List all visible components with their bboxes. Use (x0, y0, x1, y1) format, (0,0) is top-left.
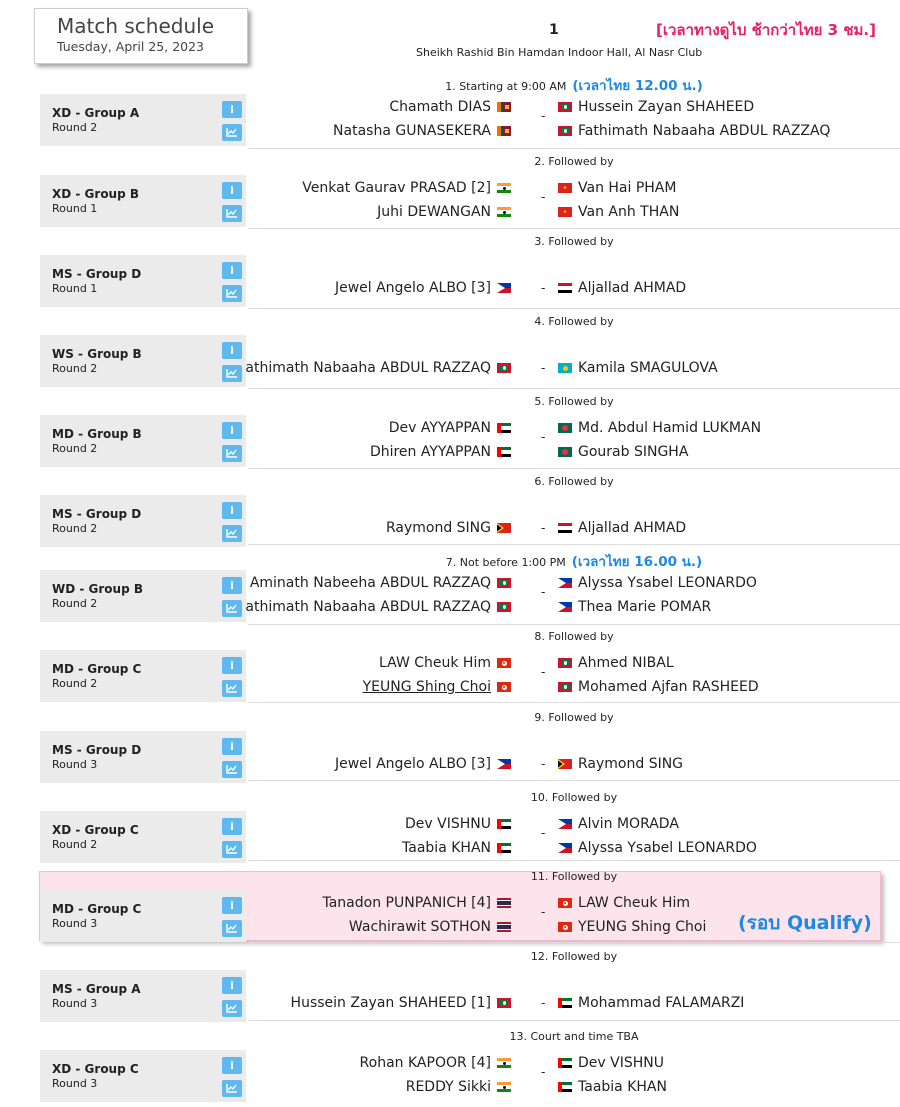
home-player (349, 919, 511, 935)
info-button[interactable] (222, 502, 242, 519)
country-flag-icon (497, 759, 511, 769)
chart-icon (226, 1003, 238, 1013)
player-name-link[interactable]: Mohamed Ajfan RASHEED (578, 679, 759, 695)
round-name: Round 1 (52, 282, 98, 295)
event-name: WS - Group B (52, 347, 142, 361)
player-name-link[interactable]: Gourab SINGHA (578, 444, 689, 460)
country-flag-icon (558, 922, 572, 932)
info-button[interactable] (222, 101, 242, 118)
home-player (250, 575, 511, 591)
country-flag-icon (497, 183, 511, 193)
thai-time-note: (เวลาไทย 12.00 น.) (572, 78, 703, 94)
country-flag-icon (558, 759, 572, 769)
versus-dash: - (541, 430, 546, 444)
event-card (40, 1050, 246, 1102)
event-card (40, 731, 246, 783)
schedule-date: Tuesday, April 25, 2023 (57, 39, 205, 54)
away-player (558, 204, 679, 220)
event-name: MD - Group B (52, 427, 142, 441)
country-flag-icon (558, 898, 572, 908)
country-flag-icon (497, 126, 511, 136)
away-player (558, 180, 676, 196)
country-flag-icon (558, 523, 572, 533)
home-player (379, 655, 511, 671)
player-name-link[interactable]: Dev AYYAPPAN (388, 420, 491, 436)
away-player (558, 1055, 664, 1071)
country-flag-icon (497, 658, 511, 668)
away-player (558, 123, 830, 139)
stats-button[interactable] (222, 920, 242, 937)
info-button[interactable] (222, 657, 242, 674)
versus-dash: - (541, 826, 546, 840)
match-divider (248, 388, 900, 389)
player-name-link[interactable]: LAW Cheuk Him (578, 895, 690, 911)
match-status-text: 3. Followed by (534, 235, 614, 248)
match-status (248, 791, 900, 804)
country-flag-icon (497, 1058, 511, 1068)
match-status-text: 6. Followed by (534, 475, 614, 488)
player-name-link[interactable]: Raymond SING (385, 520, 491, 536)
country-flag-icon (558, 283, 572, 293)
versus-dash: - (541, 361, 546, 375)
info-icon: i (230, 344, 234, 357)
event-card (40, 415, 246, 467)
info-icon: i (230, 504, 234, 517)
match-status-text: 7. Not before 1:00 PM (445, 556, 566, 569)
chart-icon (226, 288, 238, 298)
match-divider (248, 148, 900, 149)
stats-button[interactable] (222, 525, 242, 542)
away-player (558, 895, 690, 911)
player-name-link[interactable]: Raymond SING (578, 756, 684, 772)
versus-dash: - (541, 281, 546, 295)
away-player (558, 99, 754, 115)
stats-button[interactable] (222, 285, 242, 302)
round-name: Round 2 (52, 121, 98, 134)
away-player (558, 599, 711, 615)
player-name-link[interactable]: Ahmed NIBAL (578, 655, 674, 671)
event-name: MS - Group D (52, 743, 142, 757)
match-divider (248, 468, 900, 469)
stats-button[interactable] (222, 761, 242, 778)
court-number: 1 (549, 22, 559, 38)
match-divider (248, 228, 900, 229)
match-status-text: 4. Followed by (534, 315, 614, 328)
match-status (248, 711, 900, 724)
country-flag-icon (558, 102, 572, 112)
thai-time-note: (เวลาไทย 16.00 น.) (571, 554, 703, 570)
home-player (386, 520, 511, 536)
home-player (245, 360, 511, 376)
event-card (40, 650, 246, 702)
event-name: MS - Group A (52, 982, 141, 996)
event-card (40, 570, 246, 622)
player-name-link[interactable]: Alyssa Ysabel LEONARDO (578, 575, 757, 591)
away-player (558, 444, 688, 460)
country-flag-icon (497, 578, 511, 588)
event-card (40, 970, 246, 1022)
event-card (40, 175, 246, 227)
chart-icon (226, 448, 238, 458)
event-card (40, 94, 246, 146)
match-status-text: 1. Starting at 9:00 AM (445, 80, 567, 93)
match-schedule-header (34, 8, 248, 64)
player-name-link[interactable]: Aljallad AHMAD (578, 280, 687, 296)
stats-button[interactable] (222, 124, 242, 141)
versus-dash: - (541, 109, 546, 123)
match-status (248, 74, 900, 96)
player-name-link[interactable]: YEUNG Shing Choi (362, 679, 491, 695)
away-player (558, 840, 757, 856)
chart-icon (226, 127, 238, 137)
info-button[interactable] (222, 1057, 242, 1074)
chart-icon (226, 764, 238, 774)
stats-button[interactable] (222, 841, 242, 858)
timezone-note: [เวลาทางดูไบ ช้ากว่าไทย 3 ชม.] (656, 21, 876, 39)
versus-dash: - (541, 190, 546, 204)
round-name: Round 2 (52, 442, 98, 455)
player-name-link[interactable]: Aminath Nabeeha ABDUL RAZZAQ (249, 575, 491, 591)
event-card (40, 335, 246, 387)
away-player (558, 756, 683, 772)
match-status (248, 155, 900, 168)
round-name: Round 2 (52, 677, 98, 690)
country-flag-icon (497, 523, 511, 533)
match-divider (248, 544, 900, 545)
away-player (558, 520, 686, 536)
country-flag-icon (558, 363, 572, 373)
country-flag-icon (497, 843, 511, 853)
player-name-link[interactable]: Natasha GUNASEKERA (333, 123, 491, 139)
match-status (248, 870, 900, 883)
country-flag-icon (558, 578, 572, 588)
home-player (377, 204, 511, 220)
chart-icon (226, 208, 238, 218)
country-flag-icon (558, 1082, 572, 1092)
player-name-link[interactable]: Venkat Gaurav PRASAD [2] (302, 180, 491, 196)
player-name-link[interactable]: Dhiren AYYAPPAN (369, 444, 491, 460)
home-player (363, 679, 511, 695)
info-button[interactable] (222, 977, 242, 994)
player-name-link[interactable]: Mohammad FALAMARZI (578, 995, 745, 1011)
event-name: XD - Group C (52, 823, 139, 837)
match-status (248, 235, 900, 248)
match-status (248, 1030, 900, 1043)
country-flag-icon (558, 843, 572, 853)
versus-dash: - (541, 521, 546, 535)
round-name: Round 3 (52, 1077, 98, 1090)
country-flag-icon (558, 126, 572, 136)
country-flag-icon (497, 423, 511, 433)
event-name: WD - Group B (52, 582, 144, 596)
player-name-link[interactable]: athimath Nabaaha ABDUL RAZZAQ (245, 360, 491, 376)
venue-name: Sheikh Rashid Bin Hamdan Indoor Hall, Al Nasr Club (416, 46, 703, 59)
home-player (389, 99, 511, 115)
match-divider (248, 1020, 900, 1021)
country-flag-icon (497, 998, 511, 1008)
match-status-text: 12. Followed by (530, 950, 618, 963)
info-icon: i (230, 659, 234, 672)
stats-button[interactable] (222, 1080, 242, 1097)
info-icon: i (230, 820, 234, 833)
event-card (40, 495, 246, 547)
versus-dash: - (541, 585, 546, 599)
country-flag-icon (558, 998, 572, 1008)
home-player (322, 895, 511, 911)
home-player (405, 816, 511, 832)
match-status (248, 395, 900, 408)
match-status-text: 8. Followed by (534, 630, 614, 643)
match-divider (248, 860, 900, 861)
country-flag-icon (558, 658, 572, 668)
home-player (302, 180, 511, 196)
versus-dash: - (541, 665, 546, 679)
player-name-link[interactable]: athimath Nabaaha ABDUL RAZZAQ (245, 599, 491, 615)
stats-button[interactable] (222, 445, 242, 462)
round-name: Round 2 (52, 522, 98, 535)
info-button[interactable] (222, 577, 242, 594)
info-button[interactable] (222, 422, 242, 439)
match-status (248, 315, 900, 328)
match-status-text: 2. Followed by (534, 155, 614, 168)
country-flag-icon (497, 819, 511, 829)
player-name-link[interactable]: Chamath DIAS (389, 99, 491, 115)
chart-icon (226, 923, 238, 933)
info-icon: i (230, 424, 234, 437)
chart-icon (226, 603, 238, 613)
stats-button[interactable] (222, 1000, 242, 1017)
event-name: MD - Group C (52, 662, 142, 676)
event-card (40, 255, 246, 307)
match-status (248, 475, 900, 488)
player-name-link[interactable]: Taabia KHAN (402, 840, 491, 856)
versus-dash: - (541, 905, 546, 919)
country-flag-icon (497, 898, 511, 908)
info-icon: i (230, 184, 234, 197)
player-name-link[interactable]: Juhi DEWANGAN (377, 204, 491, 220)
player-name-link[interactable]: Taabia KHAN (578, 1079, 667, 1095)
round-name: Round 3 (52, 917, 98, 930)
country-flag-icon (497, 682, 511, 692)
event-name: MD - Group C (52, 902, 142, 916)
player-name-link[interactable]: Van Hai PHAM (578, 180, 677, 196)
player-name-link[interactable]: Jewel Angelo ALBO [3] (334, 280, 491, 296)
event-name: MS - Group D (52, 507, 142, 521)
player-name-link[interactable]: Hussein Zayan SHAHEED [1] (290, 995, 491, 1011)
player-name-link[interactable]: Jewel Angelo ALBO [3] (334, 756, 491, 772)
home-player (406, 1079, 511, 1095)
info-button[interactable] (222, 738, 242, 755)
away-player (558, 816, 679, 832)
chart-icon (226, 844, 238, 854)
away-player (558, 280, 686, 296)
player-name-link[interactable]: Fathimath Nabaaha ABDUL RAZZAQ (578, 123, 831, 139)
match-divider (248, 942, 900, 943)
match-status (248, 630, 900, 643)
match-status-text: 9. Followed by (534, 711, 614, 724)
home-player (389, 420, 511, 436)
country-flag-icon (497, 283, 511, 293)
round-name: Round 2 (52, 597, 98, 610)
chart-icon (226, 368, 238, 378)
versus-dash: - (541, 996, 546, 1010)
player-name-link[interactable]: Wachirawit SOTHON (348, 919, 491, 935)
home-player (402, 840, 511, 856)
home-player (360, 1055, 511, 1071)
stats-button[interactable] (222, 365, 242, 382)
country-flag-icon (558, 602, 572, 612)
event-name: XD - Group C (52, 1062, 139, 1076)
country-flag-icon (497, 602, 511, 612)
player-name-link[interactable]: Alyssa Ysabel LEONARDO (578, 840, 757, 856)
match-status-text: 11. Followed by (530, 870, 618, 883)
round-name: Round 2 (52, 362, 98, 375)
player-name-link[interactable]: Dev VISHNU (405, 816, 491, 832)
country-flag-icon (558, 207, 572, 217)
round-name: Round 3 (52, 997, 98, 1010)
player-name-link[interactable]: Aljallad AHMAD (578, 520, 687, 536)
home-player (291, 995, 511, 1011)
info-icon: i (230, 979, 234, 992)
player-name-link[interactable]: YEUNG Shing Choi (578, 919, 707, 935)
match-status-text: 5. Followed by (534, 395, 614, 408)
country-flag-icon (497, 447, 511, 457)
info-button[interactable] (222, 182, 242, 199)
home-player (245, 599, 511, 615)
match-divider (248, 308, 900, 309)
player-name-link[interactable]: Dev VISHNU (578, 1055, 664, 1071)
match-status (248, 550, 900, 572)
info-icon: i (230, 899, 234, 912)
info-icon: i (230, 579, 234, 592)
event-name: XD - Group A (52, 106, 140, 120)
player-name-link[interactable]: Kamila SMAGULOVA (578, 360, 718, 376)
player-name-link[interactable]: Rohan KAPOOR [4] (359, 1055, 491, 1071)
event-name: MS - Group D (52, 267, 142, 281)
away-player (558, 360, 718, 376)
away-player (558, 1079, 667, 1095)
chart-icon (226, 1083, 238, 1093)
event-name: XD - Group B (52, 187, 140, 201)
match-status (248, 950, 900, 963)
info-icon: i (230, 1059, 234, 1072)
country-flag-icon (558, 183, 572, 193)
country-flag-icon (558, 423, 572, 433)
country-flag-icon (497, 922, 511, 932)
stats-button[interactable] (222, 680, 242, 697)
match-divider (248, 780, 900, 781)
home-player (333, 123, 511, 139)
country-flag-icon (558, 1058, 572, 1068)
chart-icon (226, 683, 238, 693)
stats-button[interactable] (222, 600, 242, 617)
country-flag-icon (558, 819, 572, 829)
match-status-text: 10. Followed by (530, 791, 618, 804)
qualify-note: (รอบ Qualify) (738, 912, 872, 934)
country-flag-icon (558, 447, 572, 457)
away-player (558, 919, 706, 935)
match-divider (248, 702, 900, 703)
info-icon: i (230, 264, 234, 277)
away-player (558, 679, 759, 695)
country-flag-icon (497, 102, 511, 112)
country-flag-icon (558, 682, 572, 692)
chart-icon (226, 528, 238, 538)
versus-dash: - (541, 757, 546, 771)
event-card (40, 811, 246, 863)
event-card (40, 890, 246, 942)
info-button[interactable] (222, 342, 242, 359)
away-player (558, 575, 757, 591)
away-player (558, 655, 674, 671)
player-name-link[interactable]: Van Anh THAN (578, 204, 680, 220)
stats-button[interactable] (222, 205, 242, 222)
info-button[interactable] (222, 818, 242, 835)
player-name-link[interactable]: Md. Abdul Hamid LUKMAN (578, 420, 762, 436)
player-name-link[interactable]: Alvin MORADA (578, 816, 679, 832)
player-name-link[interactable]: LAW Cheuk Him (379, 655, 491, 671)
away-player (558, 420, 761, 436)
info-button[interactable] (222, 262, 242, 279)
match-divider (248, 624, 900, 625)
home-player (370, 444, 511, 460)
player-name-link[interactable]: Hussein Zayan SHAHEED (578, 99, 755, 115)
round-name: Round 1 (52, 202, 98, 215)
versus-dash: - (541, 1065, 546, 1079)
info-button[interactable] (222, 897, 242, 914)
country-flag-icon (497, 207, 511, 217)
away-player (558, 995, 744, 1011)
country-flag-icon (497, 1082, 511, 1092)
info-icon: i (230, 103, 234, 116)
player-name-link[interactable]: Tanadon PUNPANICH [4] (322, 895, 491, 911)
page-title: Match schedule (57, 14, 215, 38)
country-flag-icon (497, 363, 511, 373)
player-name-link[interactable]: Thea Marie POMAR (578, 599, 712, 615)
info-icon: i (230, 740, 234, 753)
player-name-link[interactable]: REDDY Sikki (405, 1079, 491, 1095)
match-status-text: 13. Court and time TBA (509, 1030, 639, 1043)
round-name: Round 2 (52, 838, 98, 851)
round-name: Round 3 (52, 758, 98, 771)
home-player (335, 756, 511, 772)
home-player (335, 280, 511, 296)
